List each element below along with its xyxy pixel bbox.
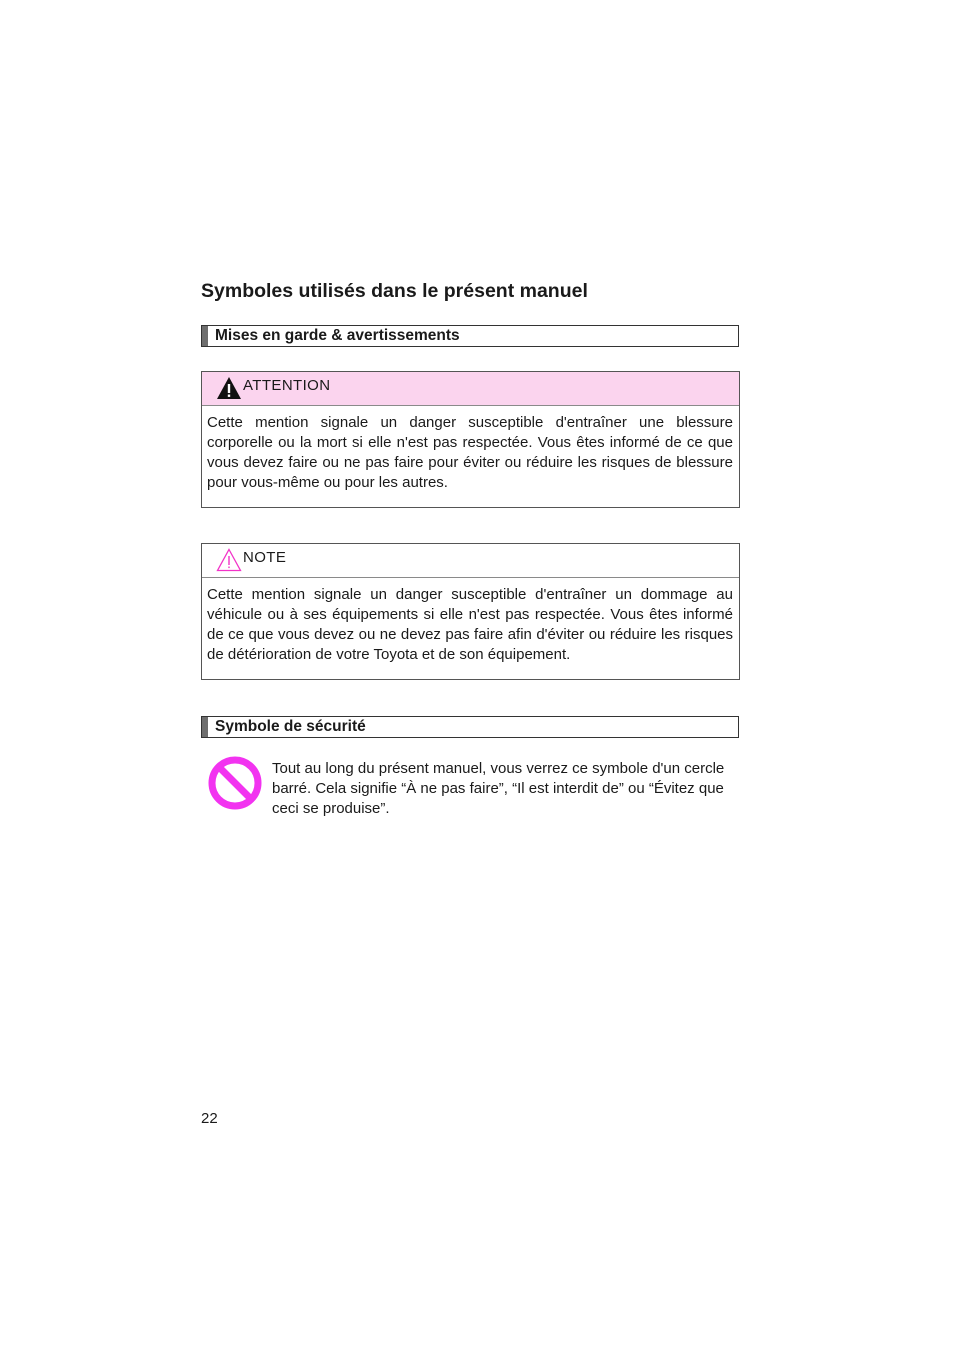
attention-box [201,371,740,508]
section-header-accent [202,326,208,346]
section-header-safety [201,716,739,738]
page-title: Symboles utilisés dans le présent manuel [201,280,588,302]
notice-box [201,543,740,680]
section-header-accent [202,717,208,737]
warning-triangle-filled-icon [216,376,242,400]
page-number: 22 [201,1110,218,1127]
section-header-label: Symbole de sécurité [215,718,366,735]
notice-header [202,544,739,578]
notice-label: NOTE [243,549,287,566]
safety-symbol-text: Tout au long du présent manuel, vous verrez ce symbole d'un cercle barré. Cela signifie “À ne pas faire”, “Il est interdit de” ou “Évitez que ceci se produise”. [272,760,725,817]
section-header-label: Mises en garde & avertissements [215,327,460,344]
notice-text: Cette mention signale un danger susceptible d'entraîner un dommage au véhicule ou à ses équipements si elle n'est pas respectée. Vous êtes informé de ce que vous devez ou ne devez pas faire afin d'éviter ou réduire les risques de détérioration de votre Toyota et de son équipement. [207,586,733,663]
attention-text: Cette mention signale un danger susceptible d'entraîner une blessure corporelle ou la mort si elle n'est pas respectée. Vous êtes informé de ce que vous devez faire ou ne pas faire pour éviter ou réduire les risques de blessure pour vous-même ou pour les autres. [207,414,733,491]
section-header-warnings [201,325,739,347]
attention-label: ATTENTION [243,377,331,394]
prohibited-circle-icon [208,756,262,810]
attention-header [202,372,739,406]
warning-triangle-outline-icon [216,548,242,572]
